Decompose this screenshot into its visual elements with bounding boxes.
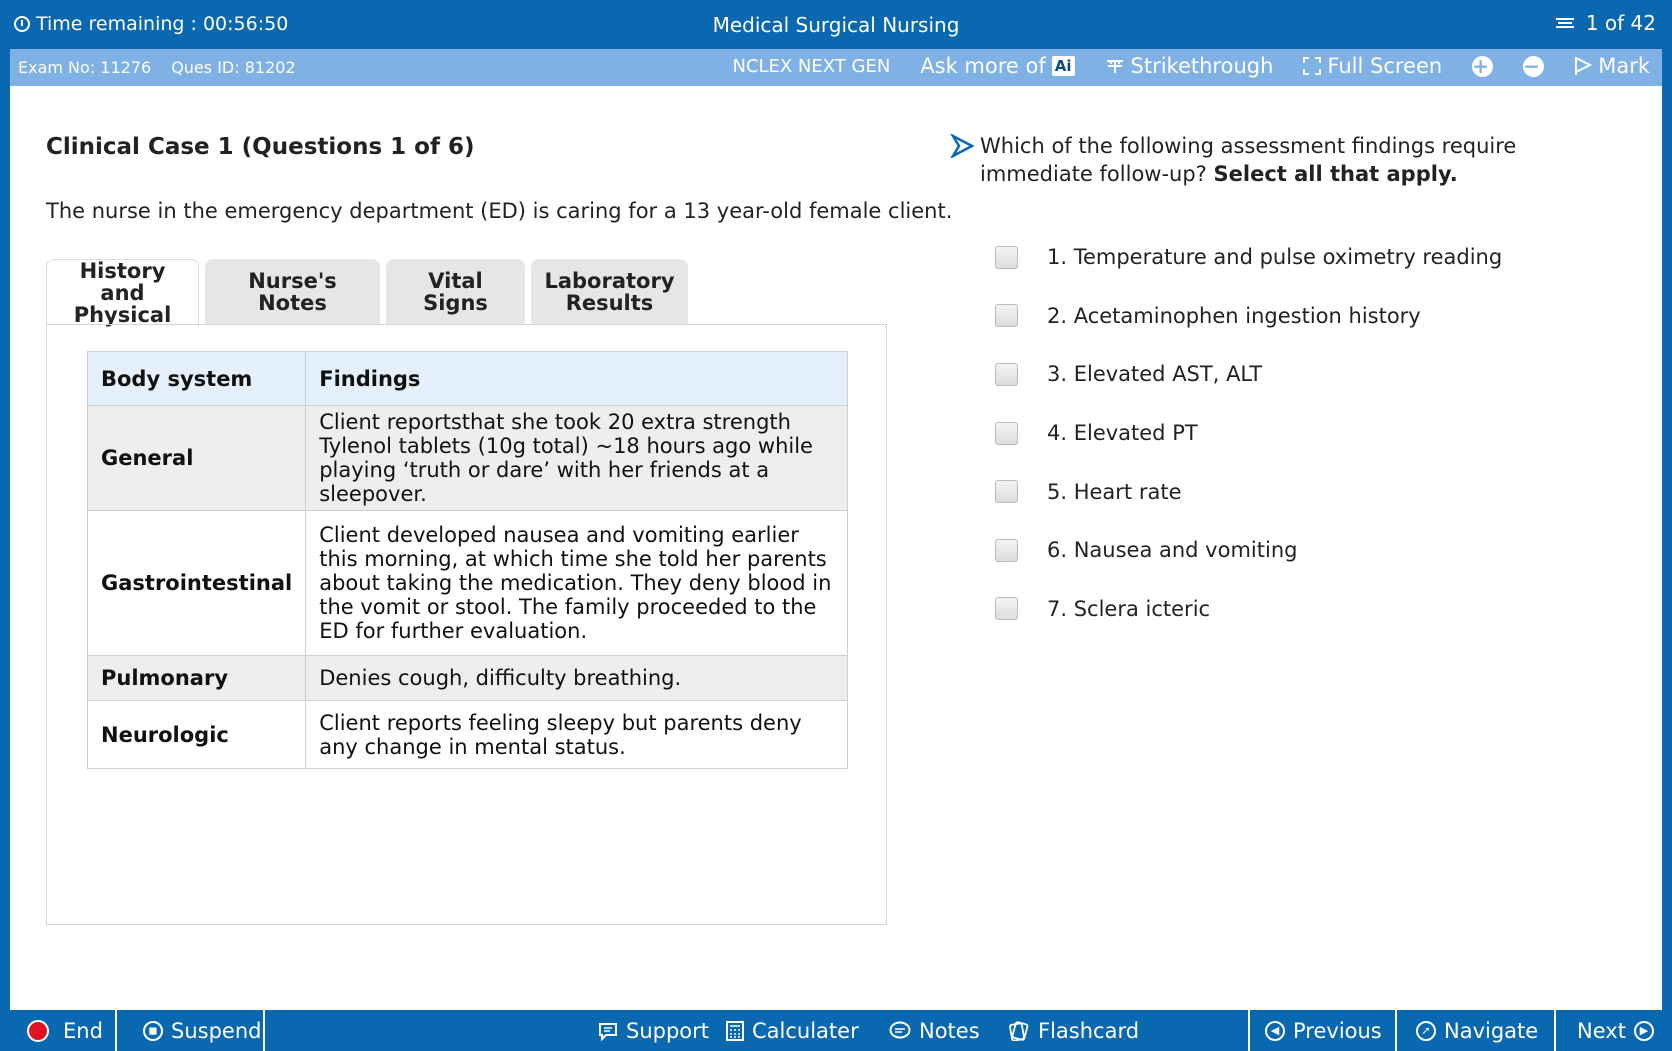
sub-toolbar (10, 49, 1662, 86)
body-system-cell: Gastrointestinal (88, 511, 306, 656)
notes-button[interactable] (889, 1010, 980, 1051)
tab-panel (46, 324, 887, 925)
checkbox[interactable] (995, 246, 1018, 269)
compass-icon: ➚ (1416, 1021, 1436, 1041)
arrow-left-icon: ◀ (1265, 1021, 1285, 1041)
arrow-right-icon: ▶ (1634, 1021, 1654, 1041)
checkbox[interactable] (995, 597, 1018, 620)
zoom-out-button[interactable]: − (1523, 56, 1544, 77)
bottom-bar (0, 1010, 1672, 1051)
checkbox[interactable] (995, 363, 1018, 386)
findings-table (87, 351, 848, 769)
exam-number: Exam No: 11276 (18, 58, 152, 77)
zoom-in-button[interactable]: + (1472, 56, 1493, 77)
question (980, 132, 1620, 188)
option-5[interactable] (995, 462, 1502, 521)
column-header: Body system (88, 352, 306, 406)
checkbox[interactable] (995, 422, 1018, 445)
question-text: Which of the following assessment findings require immediate follow-up? (980, 134, 1517, 186)
question-instruction: Select all that apply. (1213, 162, 1458, 186)
question-id: Ques ID: 81202 (171, 58, 296, 77)
flag-icon (1574, 56, 1592, 76)
checkbox[interactable] (995, 304, 1018, 327)
ai-badge-icon: Ai (1052, 56, 1075, 76)
notes-icon (889, 1021, 911, 1041)
expand-icon (1303, 57, 1321, 75)
tab-history-physical[interactable]: History and Physical (46, 259, 199, 326)
table-header-row (88, 352, 848, 406)
end-label: End (63, 1018, 103, 1043)
previous-button[interactable] (1265, 1010, 1382, 1051)
question-counter (1554, 11, 1656, 35)
question-counter-text: 1 of 42 (1585, 11, 1656, 35)
option-3[interactable] (995, 345, 1502, 404)
full-screen-button[interactable] (1303, 54, 1442, 78)
timer-label: Time remaining : 00:56:50 (36, 13, 289, 35)
finding-cell: Client reportsthat she took 20 extra strength Tylenol tablets (10g total) ~18 hours ago while playing ‘truth or dare’ with her friends at a sleepover. (306, 406, 848, 511)
option-label: 5. Heart rate (1047, 479, 1182, 504)
finding-cell: Denies cough, difficulty breathing. (306, 656, 848, 701)
strikethrough-icon (1105, 56, 1125, 76)
flashcard-button[interactable] (1008, 1010, 1139, 1051)
option-label: 4. Elevated PT (1047, 421, 1198, 446)
checkbox[interactable] (995, 539, 1018, 562)
divider (263, 1010, 265, 1051)
option-7[interactable] (995, 580, 1502, 639)
tab-nurses-notes[interactable]: Nurse's Notes (205, 259, 380, 325)
answer-options (995, 228, 1502, 638)
mode-label: NCLEX NEXT GEN (732, 55, 891, 77)
checkbox[interactable] (995, 480, 1018, 503)
notes-label: Notes (919, 1018, 980, 1043)
table-row (88, 406, 848, 511)
body-system-cell: General (88, 406, 306, 511)
navigate-label: Navigate (1444, 1018, 1539, 1043)
calculator-label: Calculater (752, 1018, 859, 1043)
finding-cell: Client developed nausea and vomiting earlier this morning, at which time she told her parents about taking the medication. They deny blood in the vomit or stool. The family proceeded to the ED for further evaluation. (306, 511, 848, 656)
option-2[interactable] (995, 287, 1502, 346)
suspend-label: Suspend (171, 1018, 262, 1043)
ask-ai-button[interactable] (920, 54, 1074, 78)
next-button[interactable] (1577, 1010, 1654, 1051)
body-system-cell: Pulmonary (88, 656, 306, 701)
tab-vital-signs[interactable]: Vital Signs (386, 259, 525, 325)
end-button[interactable] (27, 1010, 103, 1051)
option-label: 6. Nausea and vomiting (1047, 538, 1298, 563)
case-scenario: The nurse in the emergency department (ED) is caring for a 13 year-old female client. (46, 199, 953, 223)
option-1[interactable] (995, 228, 1502, 287)
previous-label: Previous (1293, 1018, 1382, 1043)
option-label: 3. Elevated AST, ALT (1047, 362, 1263, 387)
column-header: Findings (306, 352, 848, 406)
option-label: 7. Sclera icteric (1047, 596, 1211, 621)
suspend-button[interactable] (143, 1010, 261, 1051)
full-screen-label: Full Screen (1327, 54, 1443, 78)
calculator-button[interactable] (726, 1010, 859, 1051)
tab-laboratory-results[interactable]: Laboratory Results (531, 259, 688, 325)
main-content (10, 86, 1662, 1010)
finding-cell: Client reports feeling sleepy but parents deny any change in mental status. (306, 701, 848, 769)
next-label: Next (1577, 1018, 1626, 1043)
strikethrough-button[interactable] (1105, 54, 1274, 78)
table-row (88, 701, 848, 769)
divider (115, 1010, 117, 1051)
option-6[interactable] (995, 521, 1502, 580)
flashcard-icon (1008, 1021, 1030, 1041)
stop-icon (27, 1020, 49, 1042)
pause-icon: ◼ (143, 1021, 163, 1041)
option-label: 1. Temperature and pulse oximetry reading (1047, 245, 1503, 270)
support-label: Support (626, 1018, 710, 1043)
top-bar (0, 0, 1672, 49)
option-label: 2. Acetaminophen ingestion history (1047, 303, 1421, 328)
divider (1248, 1010, 1250, 1051)
divider (1395, 1010, 1397, 1051)
mark-button[interactable] (1574, 54, 1650, 78)
exam-ids (18, 58, 296, 77)
strikethrough-label: Strikethrough (1130, 54, 1274, 78)
body-system-cell: Neurologic (88, 701, 306, 769)
question-arrow-icon (950, 134, 974, 158)
table-row (88, 511, 848, 656)
course-title: Medical Surgical Nursing (712, 13, 960, 37)
stack-icon[interactable] (1554, 15, 1576, 31)
ask-ai-label: Ask more of (920, 54, 1046, 78)
support-button[interactable] (598, 1010, 709, 1051)
flashcard-label: Flashcard (1038, 1018, 1140, 1043)
tools (732, 54, 1650, 78)
calculator-icon (726, 1021, 744, 1041)
navigate-button[interactable] (1416, 1010, 1538, 1051)
table-row (88, 656, 848, 701)
option-4[interactable] (995, 404, 1502, 463)
mark-label: Mark (1598, 54, 1650, 78)
case-tabs (46, 259, 688, 326)
support-icon (598, 1021, 618, 1041)
case-title: Clinical Case 1 (Questions 1 of 6) (46, 134, 475, 160)
divider (1554, 1010, 1556, 1051)
